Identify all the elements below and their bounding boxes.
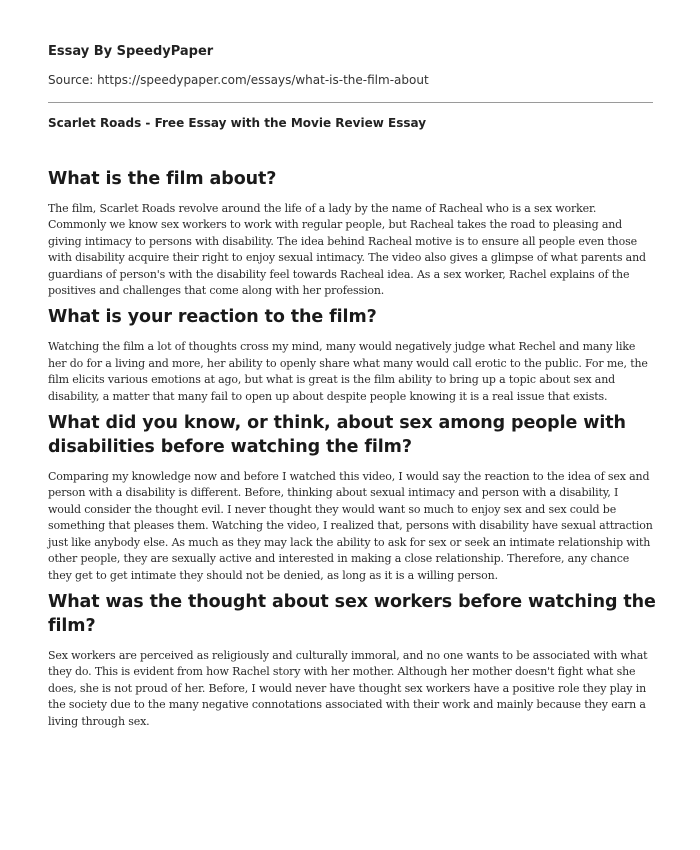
section-body-reaction: Watching the film a lot of thoughts cross my mind, many would negatively judge what Rechel and many like her do for a living and more, her ability to openly share what many would call erotic to the public. For me, the film elicits various emotions at ago, but what is great is the film ability to bring up a topic about sex and disability, a matter that many fail to open up about despite people knowing it is a real issue that exists. bbox=[48, 340, 648, 403]
section-heading-reaction: What is your reaction to the film? bbox=[48, 307, 377, 328]
section-body-film-about: The film, Scarlet Roads revolve around the life of a lady by the name of Racheal who is a sex worker. Commonly we know sex workers to work with regular people, but Racheal takes the road to pleasing and giving intimacy to persons with disability. The idea behind Racheal motive is to ensure all people even those with disability acquire their right to enjoy sexual intimacy. The video also gives a glimpse of what parents and guardians of person's with the disability feel towards Racheal idea. As a sex worker, Rachel explains of the positives and challenges that come along with her profession. bbox=[48, 202, 646, 298]
source-line: Source: https://speedypaper.com/essays/what-is-the-film-about bbox=[48, 73, 429, 87]
section-heading-sex-workers: What was the thought about sex workers before watching the film? bbox=[48, 591, 656, 636]
header-divider bbox=[48, 102, 653, 103]
brand-title: Essay By SpeedyPaper bbox=[48, 44, 214, 59]
section-heading-prior-knowledge: What did you know, or think, about sex among people with disabilities before watching the film? bbox=[48, 413, 626, 458]
section-heading-film-about: What is the film about? bbox=[48, 169, 277, 189]
section-body-sex-workers: Sex workers are perceived as religiously and culturally immoral, and no one wants to be associated with what they do. This is evident from how Rachel story with her mother. Although her mother doesn't fight what she does, she is not proud of her. Before, I would never have thought sex workers have a positive role they play in the society due to the many negative connotations associated with their work and mainly because they earn a living through sex. bbox=[48, 648, 648, 728]
section-body-prior-knowledge: Comparing my knowledge now and before I watched this video, I would say the reaction to the idea of sex and person with a disability is different. Before, thinking about sexual intimacy and person with a disability, I would consider the thought evil. I never thought they would want so much to enjoy sex and sex could be something that pleases them. Watching the video, I realized that, persons with disability have sexual attraction just like anybody else. As much as they may lack the ability to ask for sex or seek an intimate relationship with other people, they are sexually active and interested in making a close relationship. Therefore, any chance they get to get intimate they should not be denied, as long as it is a willing person. bbox=[48, 470, 653, 582]
document-title: Scarlet Roads - Free Essay with the Movie Review Essay bbox=[48, 116, 427, 130]
